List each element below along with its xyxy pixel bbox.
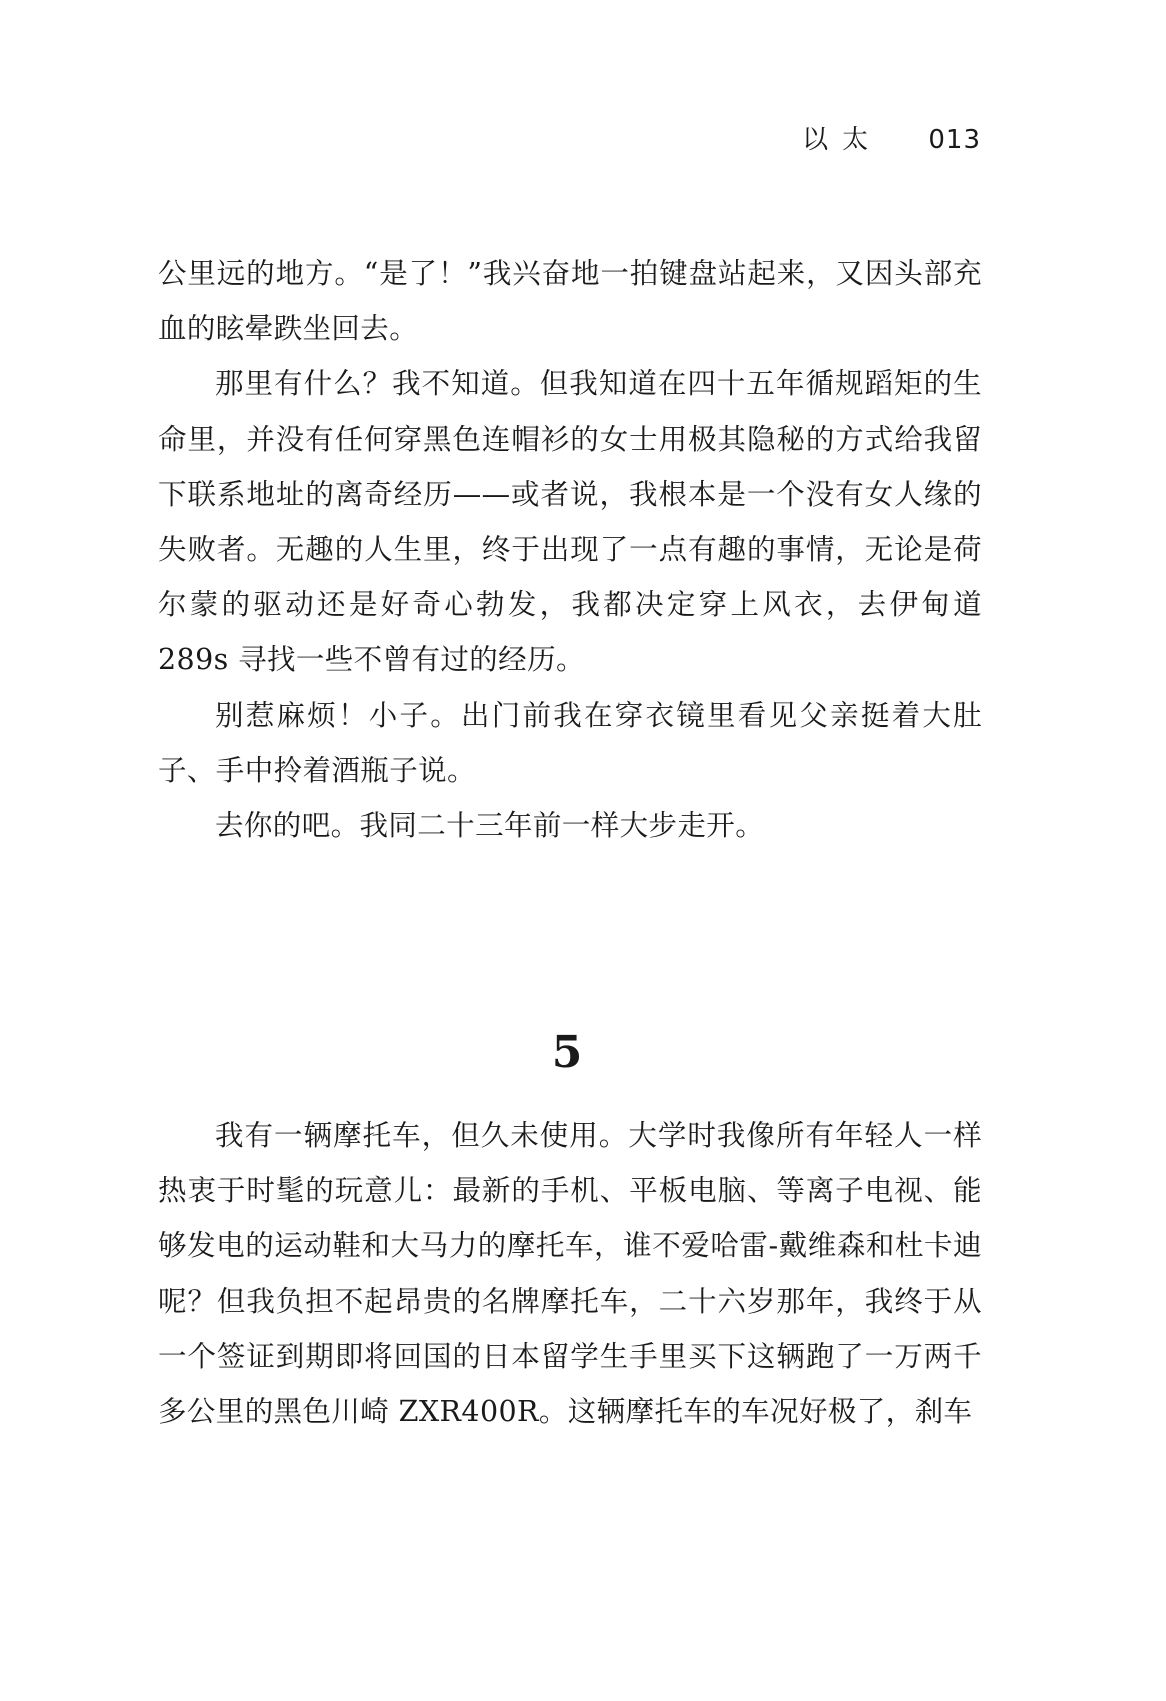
text-block-bottom bbox=[158, 1108, 982, 1439]
paragraph-continued: 公里远的地方。“是了！”我兴奋地一拍键盘站起来，又因头部充血的眩晕跌坐回去。 bbox=[158, 257, 982, 346]
paragraph: 我有一辆摩托车，但久未使用。大学时我像所有年轻人一样热衷于时髦的玩意儿：最新的手机、平板电脑、等离子电视、能够发电的运动鞋和大马力的摩托车，谁不爱哈雷-戴维森和杜卡迪呢？但我负担不起昂贵的名牌摩托车，二十六岁那年，我终于从一个签证到期即将回国的日本留学生手里买下这辆跑了一万两千多公里的黑色川崎 ZXR400R。这辆摩托车的车况好极了，刹车 bbox=[158, 1119, 982, 1429]
page-number: 013 bbox=[928, 125, 981, 155]
paragraph: 别惹麻烦！小子。出门前我在穿衣镜里看见父亲挺着大肚子、手中拎着酒瓶子说。 bbox=[158, 698, 982, 787]
chapter-number: 5 bbox=[551, 1027, 583, 1078]
paragraph: 去你的吧。我同二十三年前一样大步走开。 bbox=[215, 809, 765, 843]
running-head bbox=[802, 124, 981, 156]
text-block-top bbox=[158, 246, 982, 853]
running-head-title: 以太 bbox=[802, 125, 883, 155]
paragraph: 那里有什么？我不知道。但我知道在四十五年循规蹈矩的生命里，并没有任何穿黑色连帽衫的女士用极其隐秘的方式给我留下联系地址的离奇经历——或者说，我根本是一个没有女人缘的失败者。无趣的人生里，终于出现了一点有趣的事情，无论是荷尔蒙的驱动还是好奇心勃发，我都决定穿上风衣，去伊甸道 289s 寻找一些不曾有过的经历。 bbox=[158, 367, 982, 677]
